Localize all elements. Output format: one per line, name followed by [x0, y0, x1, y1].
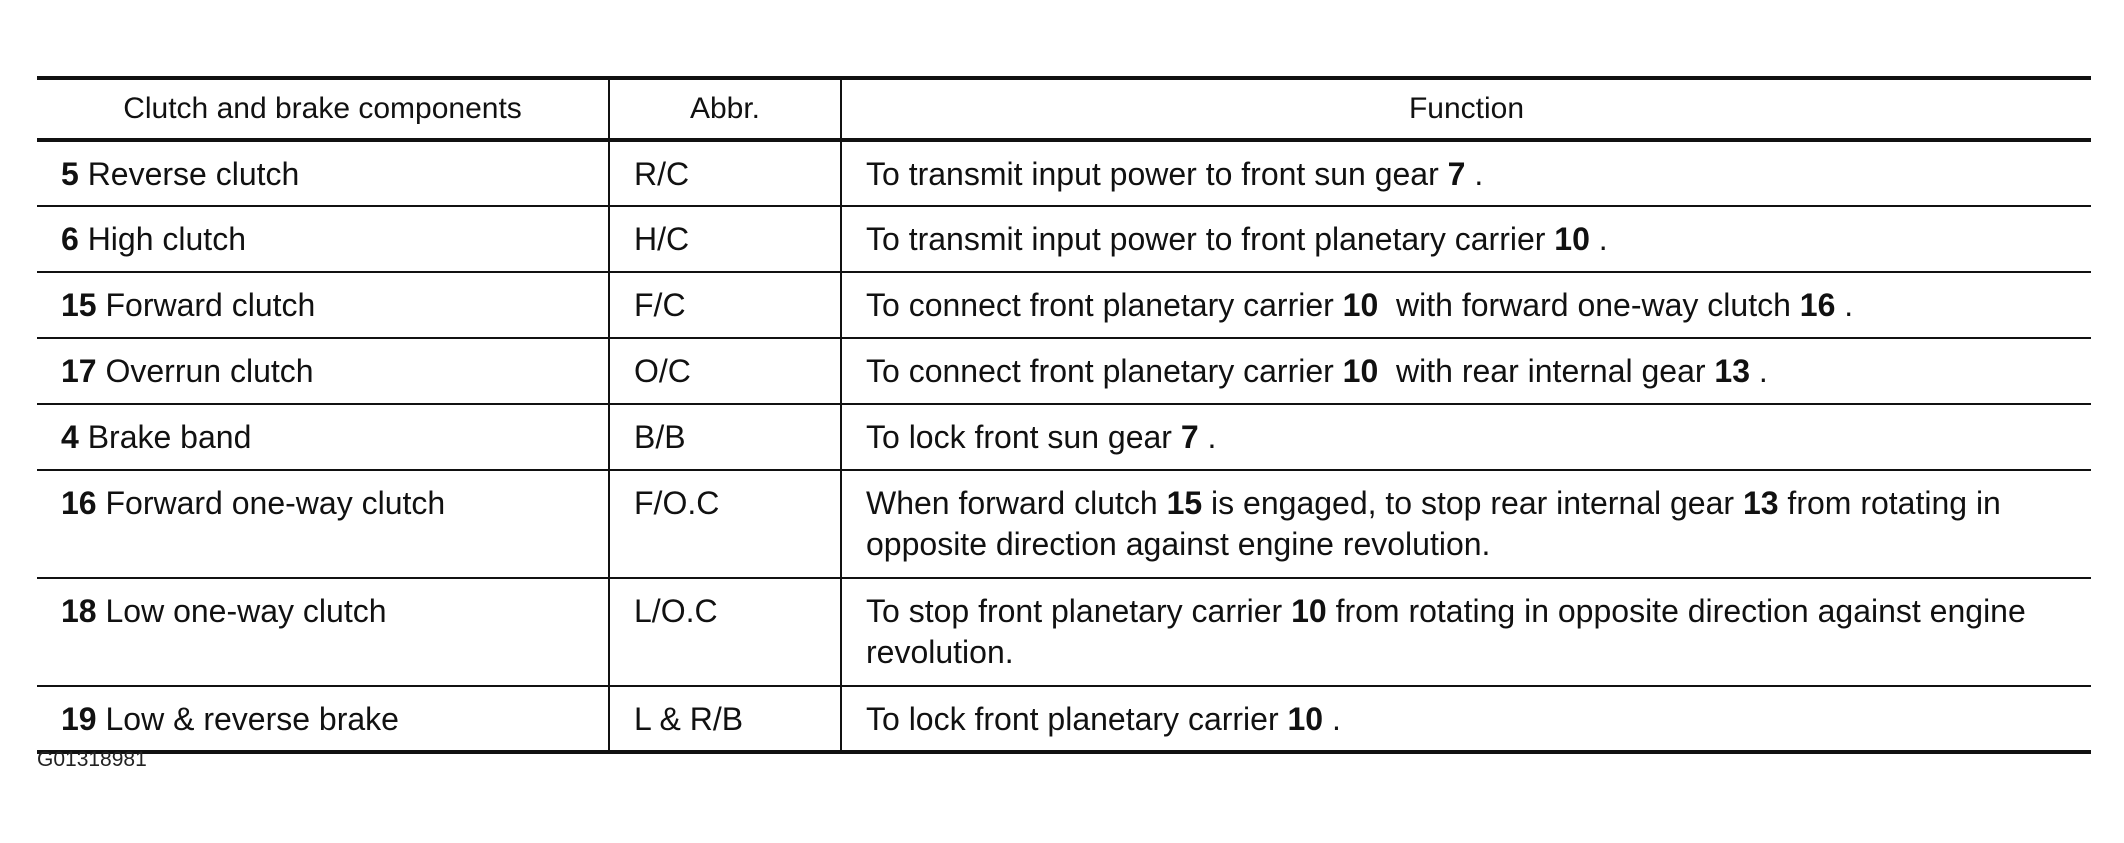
- function-ref-number: 13: [1742, 485, 1779, 521]
- component-name: Low & reverse brake: [105, 701, 399, 737]
- header-abbreviation: Abbr.: [609, 78, 841, 140]
- function-ref-number: 10: [1342, 287, 1379, 323]
- function-ref-number: 10: [1291, 593, 1327, 629]
- function-cell: [841, 206, 2091, 272]
- component-number: 16: [61, 485, 97, 521]
- table-row: [37, 338, 2091, 404]
- function-text: .: [1589, 221, 1608, 257]
- function-text: .: [1323, 701, 1341, 737]
- abbreviation-cell: O/C: [609, 338, 841, 404]
- header-components: Clutch and brake components: [37, 78, 609, 140]
- function-text: To stop front planetary carrier: [866, 593, 1292, 629]
- component-cell: [37, 686, 609, 752]
- function-ref-number: 10: [1287, 701, 1324, 737]
- function-text: To connect front planetary carrier: [866, 353, 1343, 389]
- component-number: 6: [61, 221, 79, 257]
- component-name: High clutch: [87, 221, 246, 257]
- component-name: Forward clutch: [105, 287, 316, 323]
- table-row: [37, 470, 2091, 578]
- function-text: To lock front planetary carrier: [866, 701, 1288, 737]
- function-ref-number: 15: [1166, 485, 1203, 521]
- component-cell: [37, 338, 609, 404]
- function-cell: [841, 686, 2091, 752]
- function-text: .: [1835, 287, 1854, 323]
- abbreviation-cell: B/B: [609, 404, 841, 470]
- clutch-brake-components-table: [37, 76, 2091, 754]
- abbreviation-cell: L & R/B: [609, 686, 841, 752]
- components-table-container: [37, 76, 2091, 754]
- table-row: [37, 578, 2091, 686]
- component-cell: [37, 140, 609, 206]
- function-cell: [841, 338, 2091, 404]
- function-cell: [841, 404, 2091, 470]
- component-cell: [37, 404, 609, 470]
- function-text: with rear internal gear: [1378, 353, 1715, 389]
- component-number: 17: [61, 353, 97, 389]
- function-ref-number: 10: [1554, 221, 1590, 257]
- table-header-row: [37, 78, 2091, 140]
- function-text: To connect front planetary carrier: [866, 287, 1343, 323]
- function-text: from rotating in opposite direction against engine revolution.: [866, 593, 2026, 670]
- function-text: When forward clutch: [866, 485, 1167, 521]
- component-cell: [37, 470, 609, 578]
- function-text: .: [1198, 419, 1217, 455]
- component-cell: [37, 578, 609, 686]
- abbreviation-cell: H/C: [609, 206, 841, 272]
- function-cell: [841, 578, 2091, 686]
- component-number: 15: [61, 287, 97, 323]
- function-ref-number: 7: [1180, 419, 1199, 455]
- abbreviation-cell: F/O.C: [609, 470, 841, 578]
- function-ref-number: 7: [1447, 156, 1466, 192]
- component-number: 19: [61, 701, 97, 737]
- function-text: from rotating in opposite direction against engine revolution.: [866, 485, 2001, 562]
- function-text: To transmit input power to front sun gear: [866, 156, 1448, 192]
- component-number: 18: [61, 593, 97, 629]
- abbreviation-cell: L/O.C: [609, 578, 841, 686]
- function-cell: [841, 470, 2091, 578]
- function-ref-number: 13: [1714, 353, 1751, 389]
- function-cell: [841, 140, 2091, 206]
- table-row: [37, 686, 2091, 752]
- function-cell: [841, 272, 2091, 338]
- component-name: Low one-way clutch: [105, 593, 387, 629]
- table-row: [37, 404, 2091, 470]
- component-cell: [37, 206, 609, 272]
- header-function: Function: [841, 78, 2091, 140]
- function-text: with forward one-way clutch: [1378, 287, 1800, 323]
- component-name: Reverse clutch: [87, 156, 300, 192]
- component-number: 4: [61, 419, 79, 455]
- function-text: .: [1465, 156, 1484, 192]
- component-number: 5: [61, 156, 79, 192]
- abbreviation-cell: F/C: [609, 272, 841, 338]
- component-name: Overrun clutch: [105, 353, 314, 389]
- component-name: Forward one-way clutch: [105, 485, 446, 521]
- function-ref-number: 10: [1342, 353, 1379, 389]
- table-row: [37, 140, 2091, 206]
- function-text: .: [1750, 353, 1768, 389]
- function-text: is engaged, to stop rear internal gear: [1202, 485, 1743, 521]
- function-text: To transmit input power to front planetary carrier: [866, 221, 1555, 257]
- abbreviation-cell: R/C: [609, 140, 841, 206]
- figure-id: G01318981: [37, 748, 147, 771]
- table-row: [37, 272, 2091, 338]
- component-name: Brake band: [87, 419, 252, 455]
- component-cell: [37, 272, 609, 338]
- function-text: To lock front sun gear: [866, 419, 1181, 455]
- function-ref-number: 16: [1799, 287, 1836, 323]
- table-row: [37, 206, 2091, 272]
